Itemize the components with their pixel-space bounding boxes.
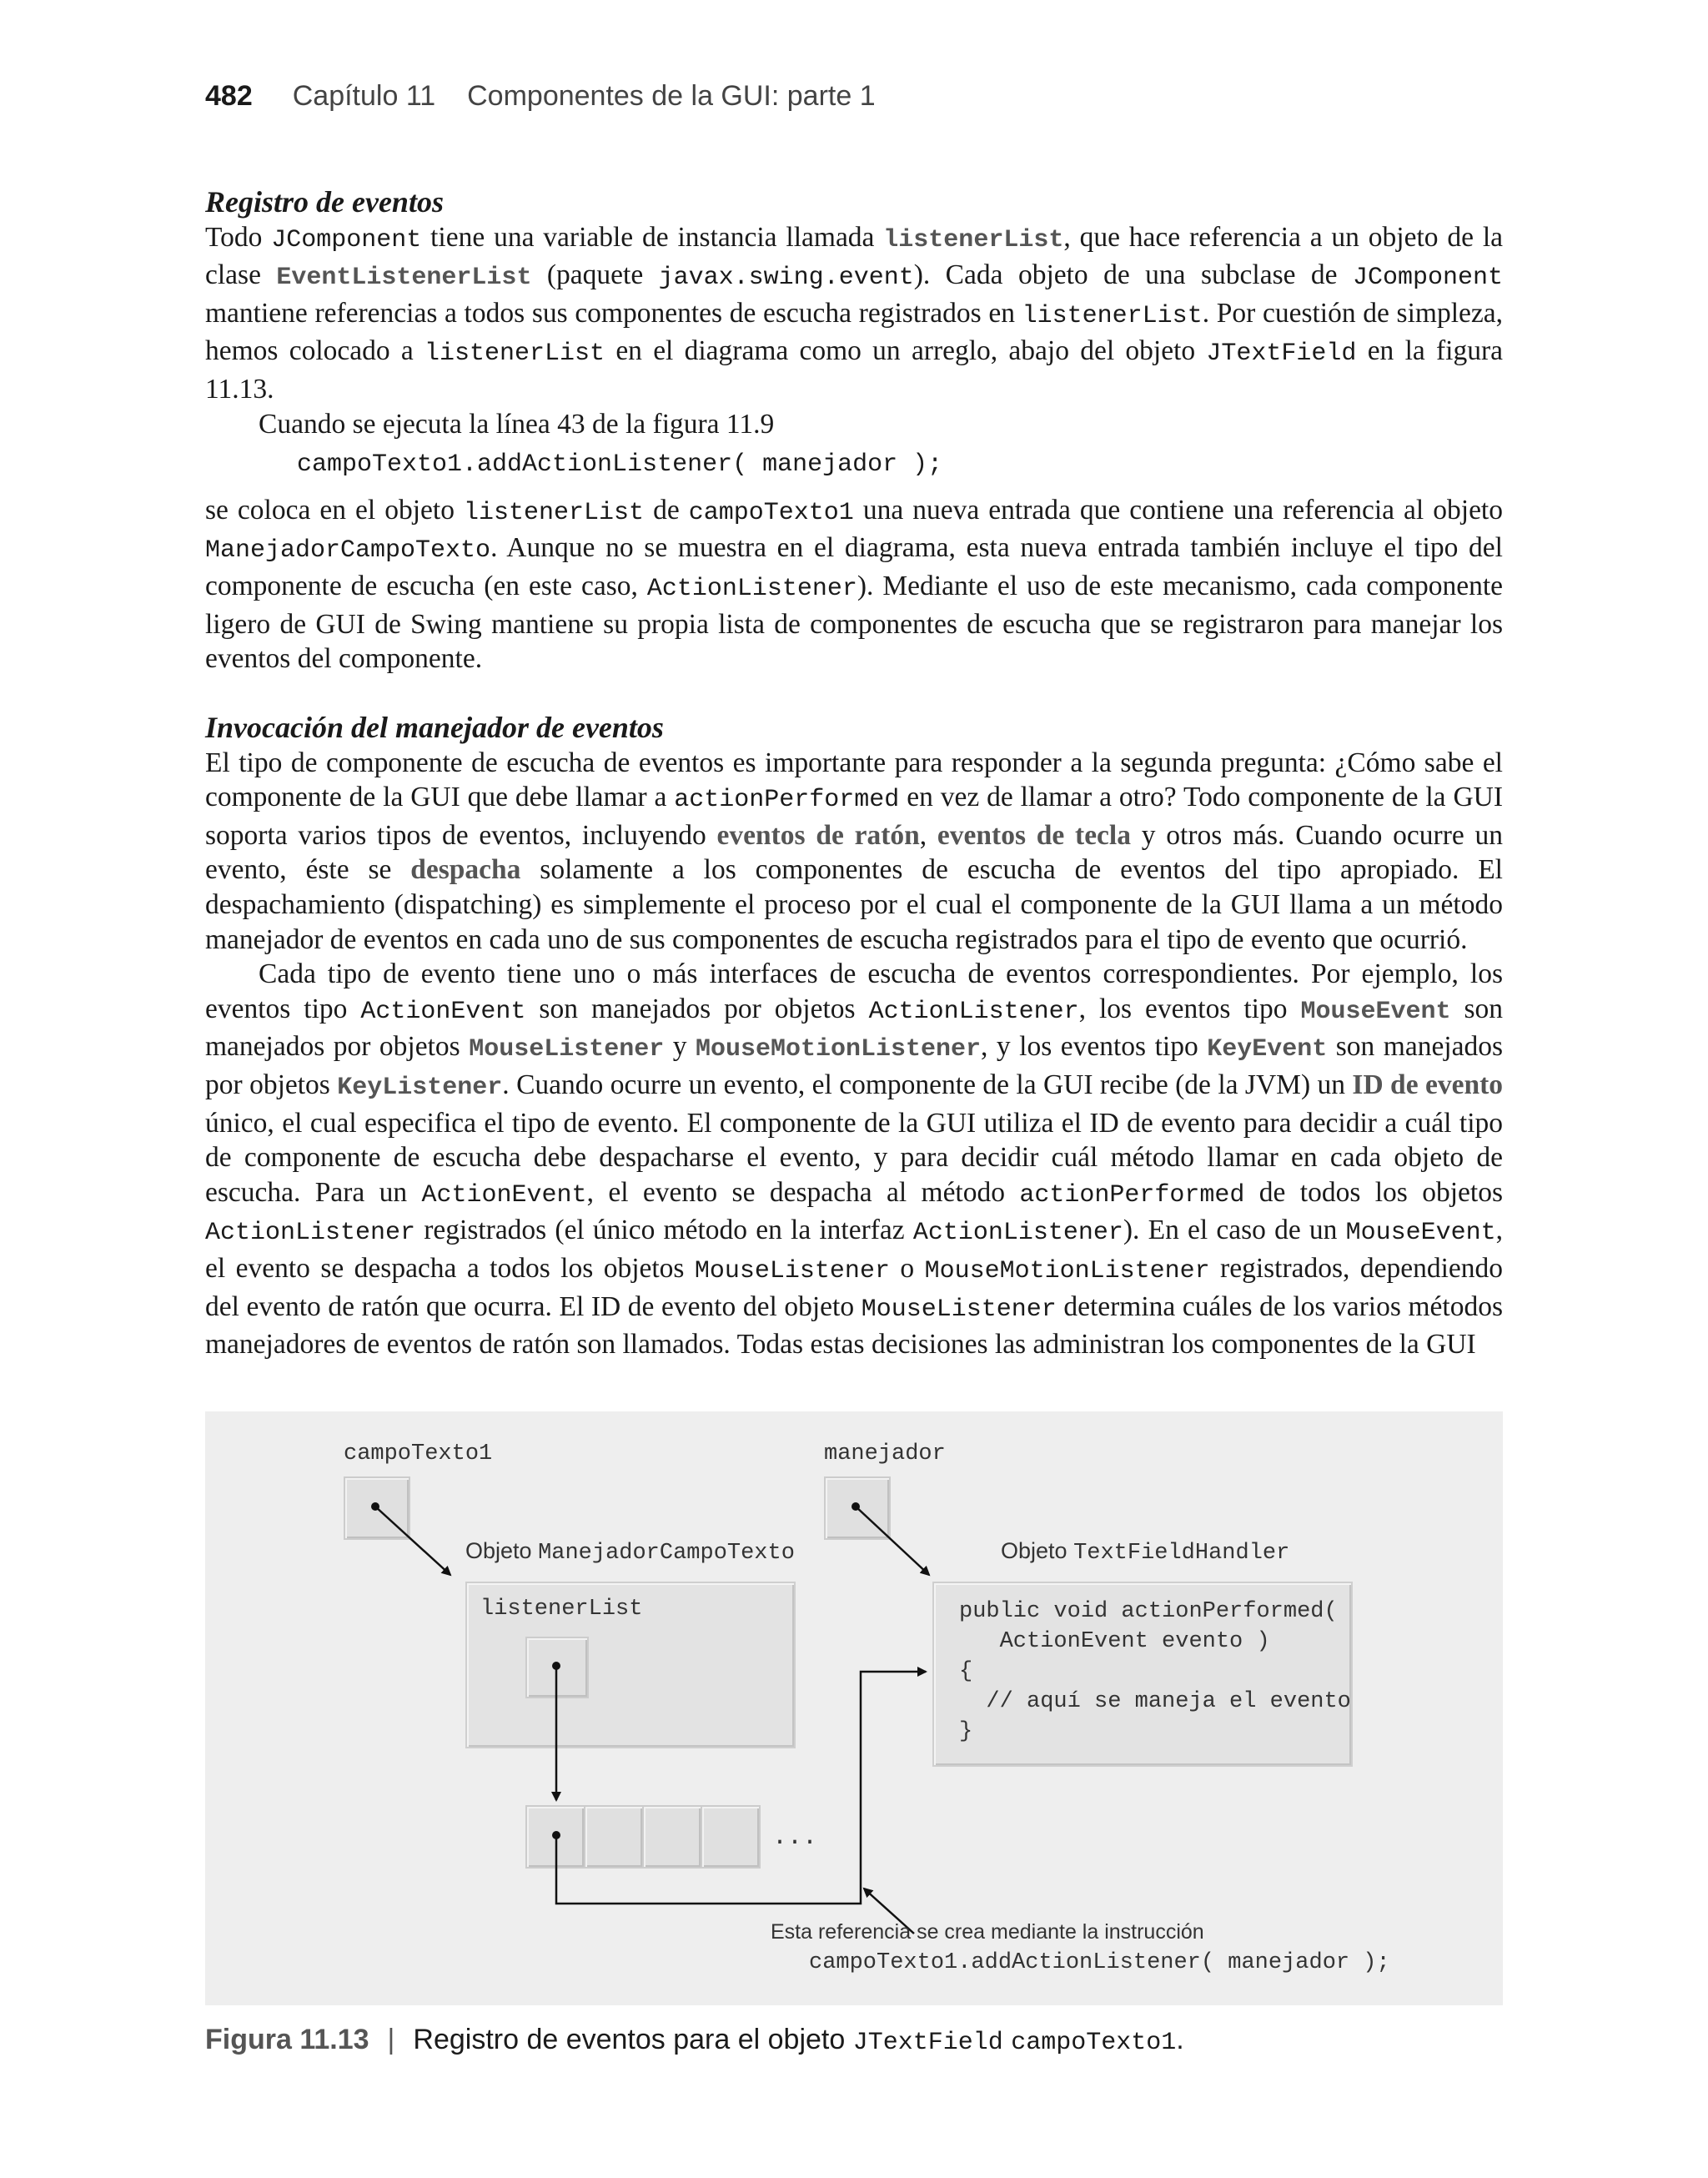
variable-label-campotexto1: campoTexto1 [344,1441,493,1466]
section-handler-invocation [205,711,1503,1362]
page-number: 482 [205,80,253,112]
paragraph: se coloca en el objeto listenerList de campoTexto1 una nueva entrada que contiene una referencia al objeto ManejadorCampoTexto. Aunque no se muestra en el diagrama, esta nueva entrada también incluye el tipo del componente de escucha (en este caso, ActionListener). Mediante el uso de este mecanismo, cada componente ligero de GUI de Swing mantiene su propia lista de componentes de escucha que se registraron para manejar los eventos del componente. [205,494,1503,675]
caption-separator: | [387,2024,395,2055]
figure-caption [205,2024,1184,2057]
arrow-campotexto1-to-object [375,1506,450,1575]
code-line: { [959,1659,973,1684]
note-code: campoTexto1.addActionListener( manejador ); [809,1950,1390,1975]
paragraph: Cuando se ejecuta la línea 43 de la figura 11.9 [259,408,775,440]
chapter-title: Componentes de la GUI: parte 1 [467,80,876,112]
paragraph: El tipo de componente de escucha de eventos es importante para responder a la segunda pregunta: ¿Cómo sabe el componente de la GUI que debe llamar a actionPerformed en vez de llamar a otro? Todo componente de la GUI soporta varios tipos de eventos, incluyendo eventos de ratón, eventos de tecla y otros más. Cuando ocurre un evento, éste se despacha solamente a los componentes de escucha de eventos del tipo apropiado. El despachamiento (dispatching) es simplemente el proceso por el cual el componente de la GUI llama a un método manejador de eventos en cada uno de sus componentes de escucha registrados para el tipo de evento que ocurrió. [205,747,1504,955]
arrow-array-entry-to-handler [556,1672,926,1904]
code-line: } [959,1719,973,1744]
paragraph: Todo JComponent tiene una variable de instancia llamada listenerList, que hace referencia a un objeto de la clase EventListenerList (paquete javax.swing.event). Cada objeto de una subclase de JComponent mantiene referencias a todos sus componentes de escucha registrados en listenerList. Por cuestión de simpleza, hemos colocado a listenerList en el diagrama como un arreglo, abajo del objeto JTextField en la figura 11.13. [205,221,1504,405]
section-event-registration [205,185,1503,677]
figure-diagram [205,1411,1503,2005]
code-line: ActionEvent evento ) [959,1629,1270,1654]
variable-label-manejador: manejador [824,1441,946,1466]
caption-text: Registro de eventos para el objeto JTextField campoTexto1. [413,2024,1184,2057]
section-heading: Invocación del manejador de eventos [205,711,664,744]
reference-arrows [205,1411,1503,2005]
section-heading: Registro de eventos [205,185,444,219]
listenerlist-label: listenerList [480,1597,643,1622]
object-label-handler: Objeto TextFieldHandler [1001,1538,1290,1566]
code-line: // aquí se maneja el evento [959,1689,1351,1714]
code-statement: campoTexto1.addActionListener( manejador ); [297,450,943,480]
code-line: public void actionPerformed( [959,1599,1338,1624]
running-header [205,80,876,113]
note-text: Esta referencia se crea mediante la instrucción [771,1920,1204,1944]
array-ellipsis: ... [772,1823,818,1852]
figure-number: Figura 11.13 [205,2024,369,2055]
arrow-manejador-to-object [856,1506,929,1575]
paragraph: Cada tipo de evento tiene uno o más interfaces de escucha de eventos correspondientes. Por ejemplo, los eventos tipo ActionEvent son manejados por objetos ActionListener, los eventos tipo MouseEvent son manejados por objetos MouseListener y MouseMotionListener, y los eventos tipo KeyEvent son manejados por objetos KeyListener. Cuando ocurre un evento, el componente de la GUI recibe (de la JVM) un ID de evento único, el cual especifica el tipo de evento. El componente de la GUI utiliza el ID de evento para decidir a cuál tipo de componente de escucha debe despacharse el evento, y para decidir cuál método llamar en cada objeto de escucha. Para un ActionEvent, el evento se despacha al método actionPerformed de todos los objetos ActionListener registrados (el único método en la interfaz ActionListener). En el caso de un MouseEvent, el evento se despacha a todos los objetos MouseListener o MouseMotionListener registrados, dependiendo del evento de ratón que ocurra. El ID de evento del objeto MouseListener determina cuáles de los varios métodos manejadores de eventos de ratón son llamados. Todas estas decisiones las administran los componentes de la GUI [205,958,1504,1361]
object-label-jtextfield: Objeto ManejadorCampoTexto [465,1538,795,1566]
chapter-label: Capítulo 11 [292,80,436,112]
